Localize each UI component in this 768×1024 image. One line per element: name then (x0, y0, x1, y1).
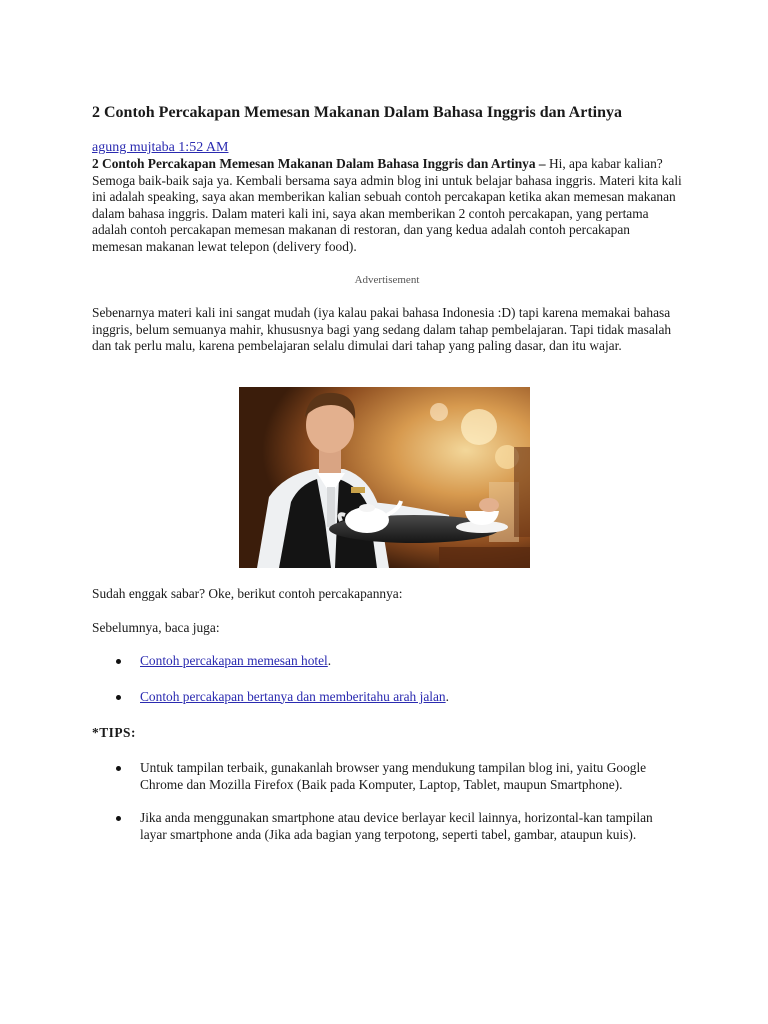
intro-bold-title: 2 Contoh Percakapan Memesan Makanan Dalam Bahasa Inggris dan Artinya – (92, 156, 546, 171)
bullet-icon (116, 695, 121, 700)
intro-text: Hi, apa kabar kalian? Semoga baik-baik saja ya. Kembali bersama saya admin blog ini untuk belajar bahasa inggris. Materi kita kali ini adalah speaking, saya akan memberikan kalian sebuah contoh percakapan ketika akan memesan makanan dalam bahasa inggris. Dalam materi kali ini, saya akan memberikan 2 contoh percakapan, yang pertama adalah contoh percakapan memesan makanan di restoran, dan yang kedua adalah contoh percakapan memesan makanan lewat telepon (delivery food). (92, 156, 682, 254)
waiter-photo (239, 387, 530, 568)
link-suffix: . (327, 653, 332, 668)
bullet-icon (116, 766, 121, 771)
article-title: 2 Contoh Percakapan Memesan Makanan Dalam Bahasa Inggris dan Artinya (92, 104, 622, 121)
list-item (114, 689, 682, 706)
list-item (114, 760, 682, 793)
byline (92, 139, 229, 156)
related-links-list (114, 653, 682, 705)
tip-text: Jika anda menggunakan smartphone atau device berlayar kecil lainnya, horizontal-kan tampilan layar smartphone anda (Jika ada bagian yang terpotong, seperti tabel, gambar, ataupun kuis). (140, 810, 653, 842)
bullet-icon (116, 816, 121, 821)
intro-paragraph (92, 156, 682, 256)
paragraph-3: Sudah enggak sabar? Oke, berikut contoh percakapannya: (92, 586, 403, 601)
paragraph-2: Sebenarnya materi kali ini sangat mudah (iya kalau pakai bahasa Indonesia :D) tapi karena memakai bahasa inggris, belum semuanya mahir, khususnya bagi yang sedang dalam tahap pembelajaran. Tapi tidak masalah dan tak perlu malu, karena pembelajaran selalu dimulai dari tahap yang paling dasar, dan itu wajar. (92, 305, 672, 354)
tip-text: Untuk tampilan terbaik, gunakanlah browser yang mendukung tampilan blog ini, yaitu Google Chrome dan Mozilla Firefox (Baik pada Komputer, Laptop, Tablet, maupun Smartphone). (140, 760, 647, 792)
link-hotel-conversation[interactable]: Contoh percakapan memesan hotel (140, 653, 328, 668)
list-item (114, 810, 682, 843)
list-item (114, 653, 682, 670)
bullet-icon (116, 659, 121, 664)
author-link[interactable]: agung mujtaba 1:52 AM (92, 140, 229, 155)
link-directions-conversation[interactable]: Contoh percakapan bertanya dan memberitahu arah jalan (140, 688, 446, 704)
paragraph-4: Sebelumnya, baca juga: (92, 620, 220, 635)
advertisement-label: Advertisement (354, 274, 420, 286)
tips-list (114, 760, 682, 843)
link-suffix: . (445, 688, 449, 704)
tips-heading: *TIPS: (92, 725, 136, 740)
